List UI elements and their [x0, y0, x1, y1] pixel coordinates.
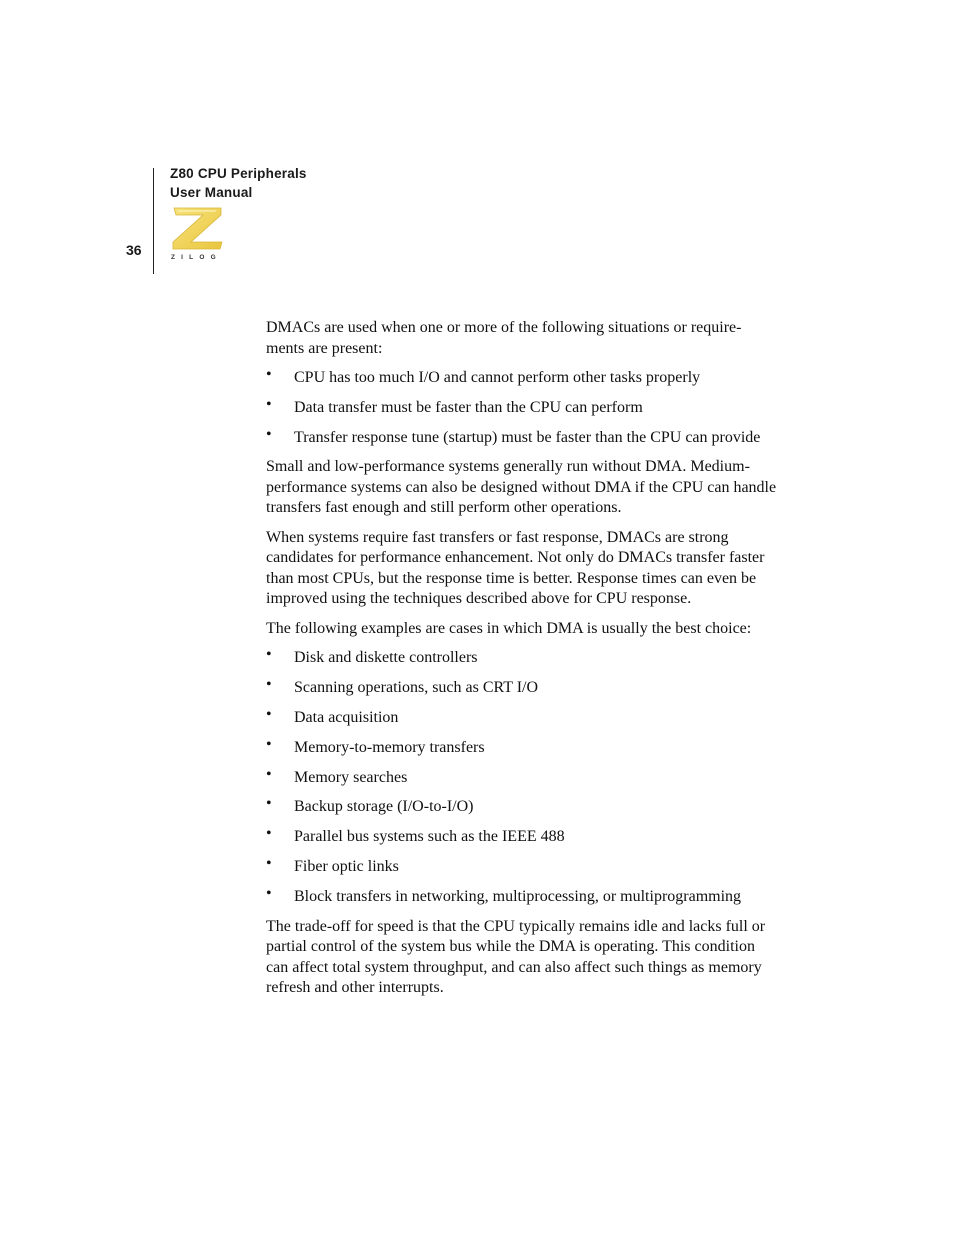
- list-item: [266, 765, 778, 789]
- bullet-icon: •: [266, 825, 272, 843]
- list-item: [266, 678, 778, 699]
- bullet-icon: •: [266, 676, 272, 694]
- zilog-wordmark: ZILOG: [171, 254, 222, 261]
- list-item: [266, 884, 778, 908]
- bullet-icon: •: [266, 395, 272, 413]
- bullet-icon: •: [266, 705, 272, 723]
- bullet-icon: •: [266, 646, 272, 664]
- list-item: [266, 735, 778, 759]
- document-title-line2: User Manual: [170, 185, 253, 200]
- examples-list: [266, 648, 778, 907]
- list-item: [266, 368, 778, 389]
- list-item: [266, 425, 778, 449]
- page-number: 36: [126, 242, 142, 258]
- bullet-icon: •: [266, 854, 272, 872]
- zilog-logo: [171, 205, 225, 263]
- header-divider: [153, 168, 154, 274]
- examples-intro-paragraph: The following examples are cases in which DMA is usually the best choice:: [266, 619, 752, 637]
- bullet-icon: •: [266, 366, 272, 383]
- intro-paragraph: DMACs are used when one or more of the following situations or require-ments are present:: [266, 319, 742, 357]
- list-item-text: Scanning operations, such as CRT I/O: [294, 679, 539, 697]
- document-title-line1: Z80 CPU Peripherals: [170, 166, 307, 181]
- page-body: [266, 318, 778, 1008]
- small-systems-paragraph: Small and low-performance systems generally run without DMA. Medium-performance systems can also be designed without DMA if the CPU can handle transfers fast enough and still perform other operations.: [266, 458, 777, 517]
- list-item-text: Backup storage (I/O-to-I/O): [294, 798, 474, 816]
- fast-transfers-paragraph: When systems require fast transfers or fast response, DMACs are strong candidates for performance enhancement. Not only do DMACs transfer faster than most CPUs, but the response time is better. Response times can even be improved using the techniques described above for CPU response.: [266, 528, 765, 608]
- list-item-text: Parallel bus systems such as the IEEE 488: [294, 828, 565, 846]
- bullet-icon: •: [266, 425, 272, 443]
- situations-list: [266, 368, 778, 448]
- list-item-text: Transfer response tune (startup) must be faster than the CPU can provide: [294, 428, 761, 446]
- list-item-text: Block transfers in networking, multiprocessing, or multiprogramming: [294, 887, 742, 905]
- list-item: [266, 648, 778, 669]
- list-item-text: Memory searches: [294, 768, 408, 786]
- list-item: [266, 705, 778, 729]
- page-header: [0, 0, 954, 300]
- list-item-text: Data acquisition: [294, 708, 399, 726]
- tradeoff-paragraph: The trade-off for speed is that the CPU typically remains idle and lacks full or partial control of the system bus while the DMA is operating. This condition can affect total system throughput, and can also affect such things as memory refresh and other interrupts.: [266, 917, 766, 997]
- bullet-icon: •: [266, 884, 272, 902]
- list-item-text: Data transfer must be faster than the CPU can perform: [294, 398, 643, 416]
- list-item-text: Disk and diskette controllers: [294, 649, 478, 667]
- list-item: [266, 395, 778, 419]
- list-item: [266, 827, 778, 848]
- list-item: [266, 797, 778, 818]
- list-item-text: Fiber optic links: [294, 857, 399, 875]
- zilog-z-icon: [171, 205, 225, 251]
- list-item-text: Memory-to-memory transfers: [294, 738, 485, 756]
- bullet-icon: •: [266, 795, 272, 813]
- bullet-icon: •: [266, 765, 272, 783]
- bullet-icon: •: [266, 735, 272, 753]
- list-item: [266, 854, 778, 878]
- list-item-text: CPU has too much I/O and cannot perform other tasks properly: [294, 369, 701, 386]
- document-title: [170, 164, 307, 202]
